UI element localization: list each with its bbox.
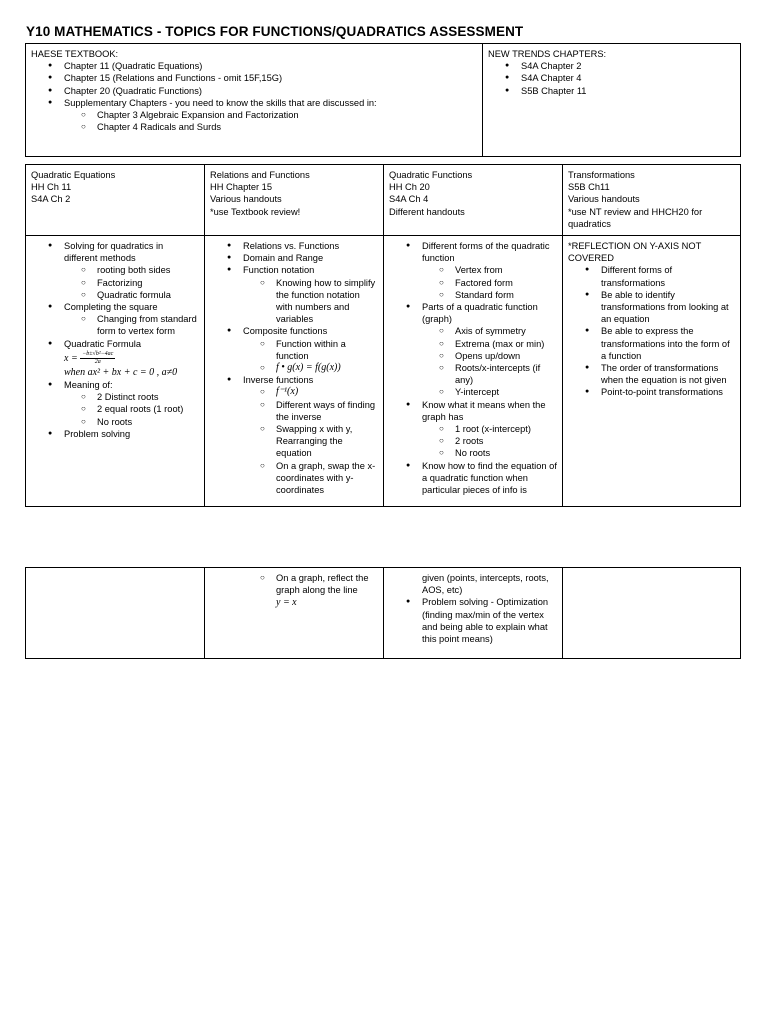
list-item-text: Solving for quadratics in different methods	[64, 241, 164, 264]
list-item-text: Parts of a quadratic function (graph)	[422, 302, 538, 325]
chapters-table	[25, 43, 741, 157]
column-header-quadratic-equations	[26, 165, 205, 236]
formula-denominator: 2a	[94, 358, 101, 365]
list-item: ○ Vertex from	[422, 264, 557, 276]
list-item-text: Completing the square	[64, 302, 158, 313]
column-line: Various handouts	[210, 194, 282, 205]
line-equation: y = x	[276, 597, 297, 609]
haese-list	[31, 60, 477, 133]
topics-table-continued	[25, 567, 741, 659]
quadratic-functions-cell-cont	[384, 568, 563, 659]
list-item	[210, 325, 378, 374]
list-item: ● Point-to-point transformations	[568, 386, 735, 398]
continued-text: given (points, intercepts, roots, AOS, etc)	[422, 573, 549, 596]
quadratic-equations-cell	[26, 236, 205, 507]
column-line: S4A Ch 2	[31, 194, 71, 205]
list-item-text: Supplementary Chapters - you need to know the skills that are discussed in:	[64, 97, 377, 108]
transformations-note: *REFLECTION ON Y-AXIS NOT COVERED	[568, 241, 702, 264]
list-item-text: Quadratic Formula	[64, 338, 141, 349]
column-header-relations-functions	[205, 165, 384, 236]
column-line: *use NT review and HHCH20 for quadratics	[568, 206, 703, 229]
topic-list	[31, 240, 199, 440]
list-item: ○ Opens up/down	[422, 350, 557, 362]
column-line: Different handouts	[389, 206, 465, 217]
list-item: ○ Quadratic formula	[64, 289, 199, 301]
relations-functions-cell-cont	[205, 568, 384, 659]
relations-functions-cell	[205, 236, 384, 507]
list-item	[389, 240, 557, 301]
list-item-text: Meaning of:	[64, 380, 113, 391]
list-item	[31, 301, 199, 338]
haese-cell	[26, 44, 483, 157]
column-line: *use Textbook review!	[210, 206, 301, 217]
haese-heading: HAESE TEXTBOOK:	[31, 49, 119, 59]
list-item-text: On a graph, reflect the graph along the line	[276, 573, 369, 596]
formula-numerator: −b±√b²−4ac	[82, 350, 114, 357]
list-item: ● Chapter 15 (Relations and Functions - omit 15F,15G)	[31, 72, 477, 84]
transformations-cell	[563, 236, 741, 507]
list-item: ● Different forms of transformations	[568, 264, 735, 288]
supplementary-list	[64, 109, 477, 133]
list-item: ○ Different ways of finding the inverse	[243, 399, 378, 423]
new-trends-heading: NEW TRENDS CHAPTERS:	[488, 49, 607, 59]
list-item: ○ 2 equal roots (1 root)	[64, 403, 199, 415]
list-item-text: Inverse functions	[243, 375, 314, 386]
list-item: ○ On a graph, swap the x-coordinates with y-coordinates	[243, 460, 378, 497]
topic-list	[210, 240, 378, 496]
column-line: S4A Ch 4	[389, 194, 429, 205]
sub-list	[243, 386, 378, 496]
column-header-transformations	[563, 165, 741, 236]
list-item-text: Function notation	[243, 265, 315, 276]
list-item: ○ Standard form	[422, 289, 557, 301]
sub-list	[243, 572, 378, 610]
list-item: ● S4A Chapter 4	[488, 72, 735, 84]
new-trends-cell	[483, 44, 741, 157]
formula-lhs: x =	[64, 352, 78, 364]
list-item: ● Problem solving - Optimization (finding max/min of the vertex and being able to explain what this point means)	[389, 596, 557, 645]
list-item: ● Domain and Range	[210, 252, 378, 264]
sub-list	[243, 338, 378, 375]
list-item: ○ rooting both sides	[64, 264, 199, 276]
page-title: Y10 MATHEMATICS - TOPICS FOR FUNCTIONS/QUADRATICS ASSESSMENT	[26, 24, 524, 39]
list-item: ● The order of transformations when the equation is not given	[568, 362, 735, 386]
list-item-text: Composite functions	[243, 326, 328, 337]
list-item: ● Chapter 20 (Quadratic Functions)	[31, 85, 477, 97]
list-item: ● Chapter 11 (Quadratic Equations)	[31, 60, 477, 72]
column-header-quadratic-functions	[384, 165, 563, 236]
column-line: HH Chapter 15	[210, 182, 273, 193]
list-item	[31, 240, 199, 301]
sub-list	[422, 325, 557, 398]
list-item: ○ 1 root (x-intercept)	[422, 423, 557, 435]
sub-list	[243, 277, 378, 326]
list-item	[31, 379, 199, 428]
topics-table	[25, 164, 741, 507]
list-item-text: Know what it means when the graph has	[422, 399, 546, 422]
list-item: ○ Swapping x with y, Rearranging the equation	[243, 423, 378, 460]
list-item-text: Different forms of the quadratic function	[422, 241, 550, 264]
list-item: ○ 2 roots	[422, 435, 557, 447]
list-item: ● Relations vs. Functions	[210, 240, 378, 252]
formula-fraction	[80, 351, 115, 366]
transformations-cell-cont	[563, 568, 741, 659]
column-title: Quadratic Functions	[389, 170, 473, 180]
sub-list	[422, 423, 557, 460]
list-item: ○ f • g(x) = f(g(x))	[243, 362, 378, 374]
list-item: ○ Extrema (max or min)	[422, 338, 557, 350]
list-item: ● S4A Chapter 2	[488, 60, 735, 72]
list-item: ● Be able to identify transformations from looking at an equation	[568, 289, 735, 326]
list-item: ○ No roots	[422, 447, 557, 459]
list-item	[243, 572, 378, 610]
column-line: HH Ch 11	[31, 182, 72, 193]
list-item: ○ 2 Distinct roots	[64, 391, 199, 403]
list-item: ○ Changing from standard form to vertex form	[64, 313, 199, 337]
column-line: Various handouts	[568, 194, 640, 205]
list-item: ○ Chapter 3 Algebraic Expansion and Factorization	[64, 109, 477, 121]
list-item: ○ Y-intercept	[422, 386, 557, 398]
column-title: Quadratic Equations	[31, 170, 116, 180]
list-item: ○ Chapter 4 Radicals and Surds	[64, 121, 477, 133]
list-item: ● Problem solving	[31, 428, 199, 440]
list-item: ○ f⁻¹(x)	[243, 386, 378, 398]
column-line: S5B Ch11	[568, 182, 610, 193]
topic-list	[389, 596, 557, 645]
list-item	[389, 399, 557, 460]
list-item: ○ No roots	[64, 416, 199, 428]
formula-condition: when ax² + bx + c = 0 , a≠0	[64, 366, 178, 378]
sub-list	[64, 391, 199, 428]
list-item: ○ Factorizing	[64, 277, 199, 289]
topic-list	[389, 240, 557, 496]
topic-list	[568, 264, 735, 398]
quadratic-equations-cell-cont	[26, 568, 205, 659]
list-item: ● Be able to express the transformations into the form of a function	[568, 325, 735, 362]
list-item	[31, 97, 477, 134]
sub-list	[64, 264, 199, 301]
sub-list	[64, 313, 199, 337]
column-line: HH Ch 20	[389, 182, 430, 193]
list-item	[210, 374, 378, 496]
quadratic-functions-cell	[384, 236, 563, 507]
new-trends-list	[488, 60, 735, 97]
list-item	[210, 264, 378, 325]
list-item: ● Know how to find the equation of a quadratic function when particular pieces of info is	[389, 460, 557, 497]
list-item	[31, 338, 199, 379]
list-item: ○ Knowing how to simplify the function notation with numbers and variables	[243, 277, 378, 326]
column-title: Transformations	[568, 170, 635, 180]
list-item: ○ Axis of symmetry	[422, 325, 557, 337]
column-title: Relations and Functions	[210, 170, 310, 180]
sub-list	[422, 264, 557, 301]
list-item: ○ Factored form	[422, 277, 557, 289]
list-item: ● S5B Chapter 11	[488, 85, 735, 97]
list-item: ○ Function within a function	[243, 338, 378, 362]
list-item	[389, 301, 557, 399]
quadratic-formula	[64, 351, 199, 366]
list-item: ○ Roots/x-intercepts (if any)	[422, 362, 557, 386]
